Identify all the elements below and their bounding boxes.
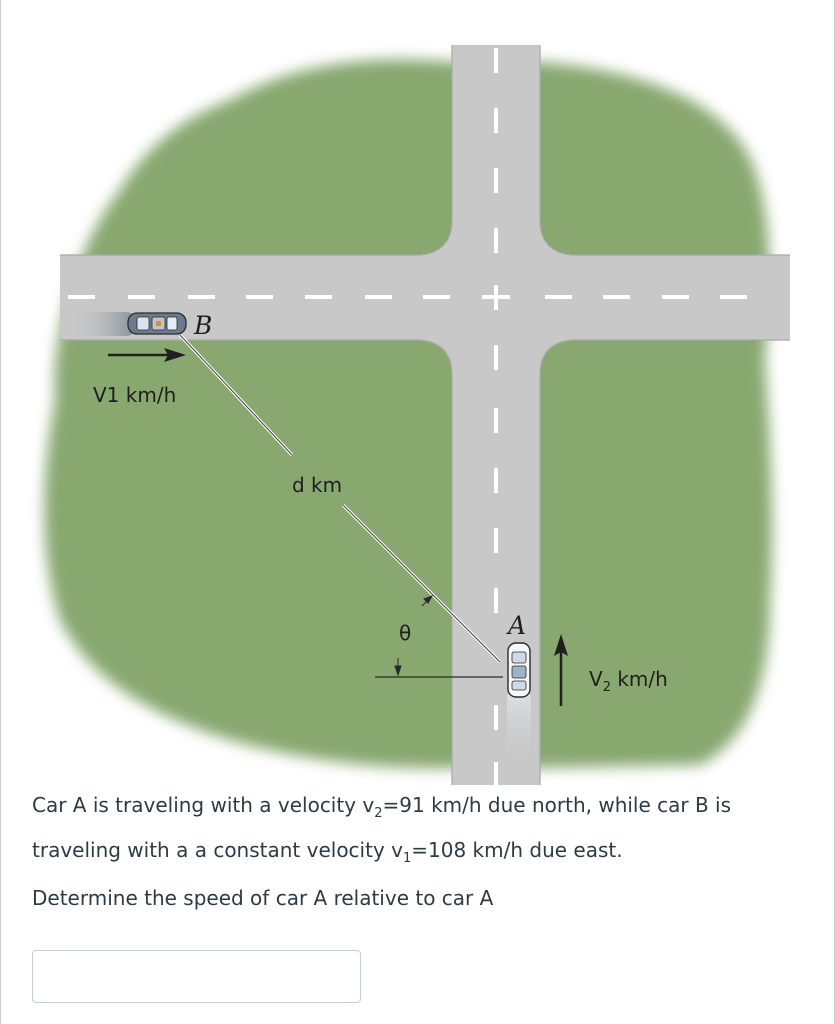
car-b-label: B <box>194 311 213 340</box>
car-b <box>70 312 186 336</box>
question-statement: Car A is traveling with a velocity $v_2=91$ km/h due north, while car B is traveling with a a constant velocity $v_1=108$ km/h due east. <box>32 793 732 866</box>
grass-area <box>44 59 772 768</box>
car-a-label: A <box>508 611 527 640</box>
theta-label: θ <box>399 621 412 645</box>
v1-label: V1 km/h <box>93 383 177 407</box>
answer-input[interactable] <box>32 950 361 1003</box>
question-prompt: Determine the speed of car A relative to car A <box>32 886 494 910</box>
distance-label: d km <box>292 473 343 497</box>
car-a <box>507 643 531 768</box>
v2-label: $V_2$ km/h <box>589 667 668 695</box>
